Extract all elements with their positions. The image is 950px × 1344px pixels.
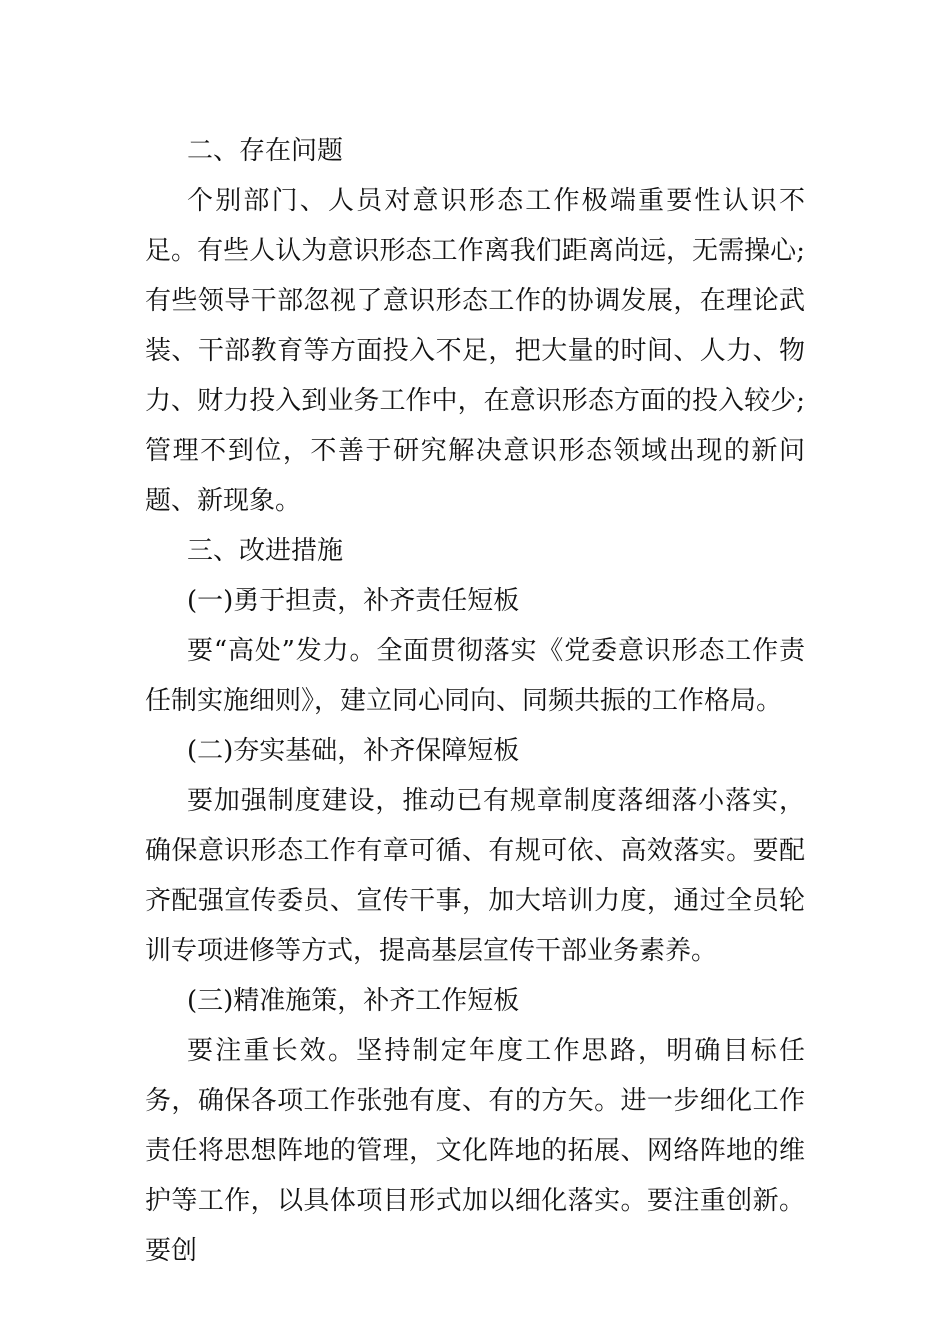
subheading-responsibility: (一)勇于担责，补齐责任短板 <box>187 586 520 616</box>
paragraph-policy: 要注重长效。坚持制定年度工作思路，明确目标任务，确保各项工作张弛有度、有的方矢。进一步细化工作责任将思想阵地的管理，文化阵地的拓展、网络阵地的维护等工作，以具体项目形式加以细化落实。要注重创新。要创 <box>145 1036 805 1266</box>
subheading-policy: (三)精准施策，补齐工作短板 <box>187 986 520 1016</box>
paragraph-responsibility: 要“高处”发力。全面贯彻落实《党委意识形态工作责任制实施细则》，建立同心同向、同频共振的工作格局。 <box>145 636 805 716</box>
section-heading-problems: 二、存在问题 <box>187 136 344 166</box>
subheading-foundation: (二)夯实基础，补齐保障短板 <box>187 736 520 766</box>
paragraph-problems: 个别部门、人员对意识形态工作极端重要性认识不足。有些人认为意识形态工作离我们距离尚远，无需操心;有些领导干部忽视了意识形态工作的协调发展，在理论武装、干部教育等方面投入不足，把大量的时间、人力、物力、财力投入到业务工作中，在意识形态方面的投入较少;管理不到位，不善于研究解决意识形态领域出现的新问题、新现象。 <box>145 186 805 516</box>
section-heading-measures: 三、改进措施 <box>187 536 344 566</box>
document-body <box>145 126 805 1276</box>
paragraph-foundation: 要加强制度建设，推动已有规章制度落细落小落实，确保意识形态工作有章可循、有规可依、高效落实。要配齐配强宣传委员、宣传干事，加大培训力度，通过全员轮训专项进修等方式，提高基层宣传干部业务素养。 <box>145 786 805 966</box>
